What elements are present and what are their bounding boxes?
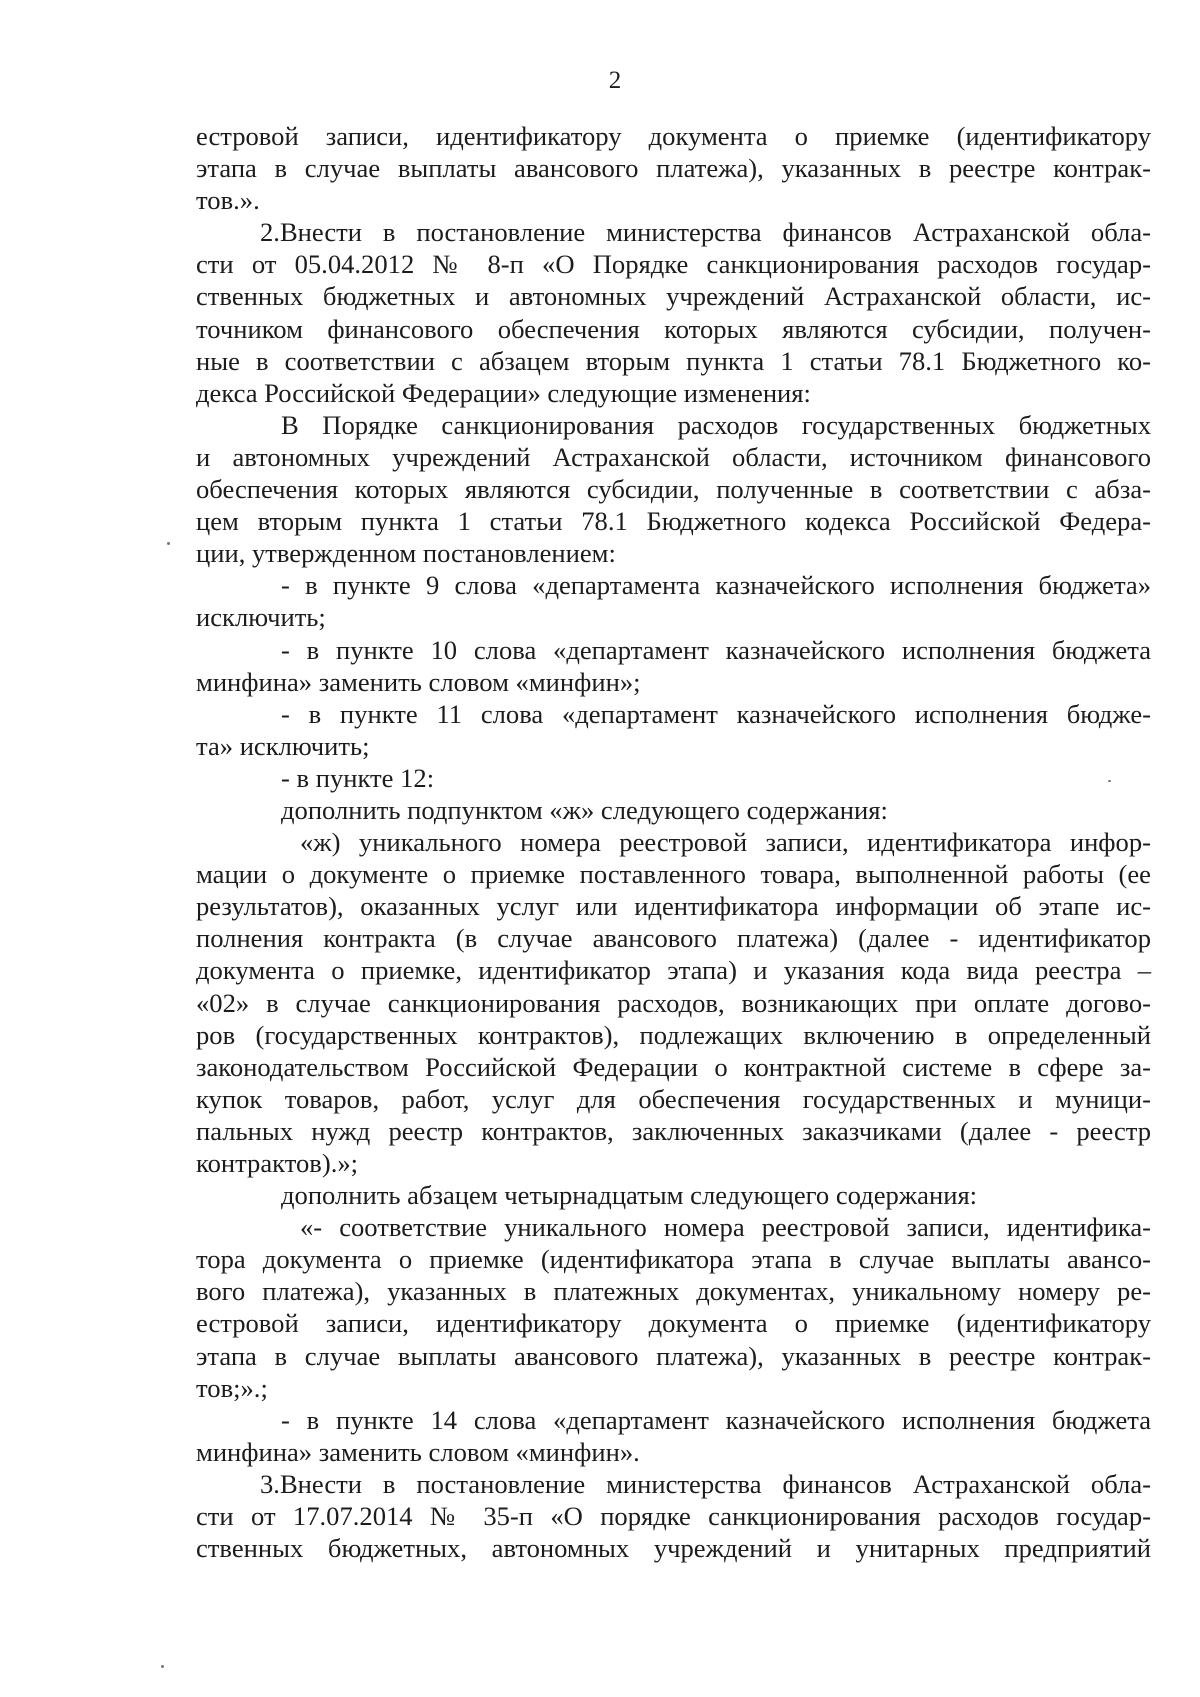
text-line: ственных бюджетных, автономных учреждений и унитарных предприятий: [196, 1533, 1151, 1564]
text-line: естровой записи, идентификатору документа о приемке (идентификатору: [196, 1308, 1151, 1339]
text-line: дополнить абзацем четырнадцатым следующего содержания:: [281, 1180, 978, 1211]
text-line: естровой записи, идентификатору документа о приемке (идентификатору: [196, 121, 1151, 151]
text-line: 3.Внести в постановление министерства финансов Астраханской обла-: [260, 1468, 1151, 1499]
text-line: - в пункте 12:: [281, 762, 435, 793]
text-line: минфина» заменить словом «минфин».: [196, 1436, 640, 1467]
text-line: 2.Внести в постановление министерства финансов Астраханской обла-: [260, 217, 1151, 248]
text-line: результатов), оказанных услуг или идентификатора информации об этапе ис-: [196, 891, 1151, 922]
text-line: - в пункте 11 слова «департамент казначейского исполнения бюдже-: [281, 698, 1151, 729]
text-line: декса Российской Федерации» следующие изменения:: [196, 377, 811, 408]
text-line: ров (государственных контрактов), подлежащих включению в определенный: [196, 1019, 1151, 1050]
text-line: вого платежа), указанных в платежных документах, уникальному номеру ре-: [196, 1276, 1151, 1307]
text-line: сти от 05.04.2012 № 8-п «О Порядке санкционирования расходов государ-: [196, 249, 1151, 280]
body-text: [196, 120, 1151, 1564]
text-line: этапа в случае выплаты авансового платежа), указанных в реестре контрак-: [196, 1340, 1151, 1371]
text-line: цем вторым пункта 1 статьи 78.1 Бюджетного кодекса Российской Федера-: [196, 506, 1151, 537]
text-line: ные в соответствии с абзацем вторым пункта 1 статьи 78.1 Бюджетного ко-: [196, 345, 1151, 376]
text-line: точником финансового обеспечения которых являются субсидии, получен-: [196, 313, 1151, 344]
page-number: 2: [608, 67, 622, 94]
text-line: сти от 17.07.2014 № 35-п «О порядке санкционирования расходов государ-: [196, 1501, 1151, 1532]
scan-speck: [161, 1665, 164, 1668]
text-line: минфина» заменить словом «минфин»;: [196, 666, 641, 697]
text-line: та» исключить;: [196, 730, 370, 761]
text-line: «ж) уникального номера реестровой записи, идентификатора инфор-: [300, 827, 1151, 858]
text-line: дополнить подпунктом «ж» следующего содержания:: [281, 794, 888, 825]
text-line: ственных бюджетных и автономных учреждений Астраханской области, ис-: [196, 281, 1151, 312]
text-line: - в пункте 14 слова «департамент казначейского исполнения бюджета: [281, 1404, 1151, 1435]
text-line: тора документа о приемке (идентификатора этапа в случае выплаты авансо-: [196, 1244, 1151, 1275]
text-line: мации о документе о приемке поставленного товара, выполненной работы (ее: [196, 859, 1151, 890]
text-line: исключить;: [196, 602, 326, 633]
text-line: и автономных учреждений Астраханской области, источником финансового: [196, 441, 1151, 472]
text-line: документа о приемке, идентификатор этапа) и указания кода вида реестра –: [196, 955, 1151, 986]
text-line: этапа в случае выплаты авансового платежа), указанных в реестре контрак-: [196, 153, 1151, 184]
text-line: «02» в случае санкционирования расходов, возникающих при оплате догово-: [196, 987, 1151, 1018]
text-line: тов.».: [196, 185, 260, 216]
text-line: обеспечения которых являются субсидии, полученные в соответствии с абза-: [196, 474, 1151, 505]
text-line: ции, утвержденном постановлением:: [196, 538, 616, 569]
text-line: «- соответствие уникального номера реестровой записи, идентифика-: [300, 1212, 1151, 1243]
text-line: законодательством Российской Федерации о контрактной системе в сфере за-: [196, 1051, 1151, 1082]
text-line: пальных нужд реестр контрактов, заключенных заказчиками (далее - реестр: [196, 1115, 1151, 1146]
scan-speck: [167, 542, 170, 545]
text-line: контрактов).»;: [196, 1148, 359, 1178]
text-line: В Порядке санкционирования расходов государственных бюджетных: [281, 409, 1151, 440]
text-line: купок товаров, работ, услуг для обеспечения государственных и муници-: [196, 1083, 1151, 1114]
text-line: - в пункте 9 слова «департамента казначейского исполнения бюджета»: [281, 570, 1151, 601]
text-line: - в пункте 10 слова «департамент казначейского исполнения бюджета: [281, 634, 1151, 665]
text-line: тов;».;: [196, 1372, 268, 1403]
scan-speck: [1108, 780, 1111, 782]
text-line: полнения контракта (в случае авансового платежа) (далее - идентификатор: [196, 923, 1151, 954]
